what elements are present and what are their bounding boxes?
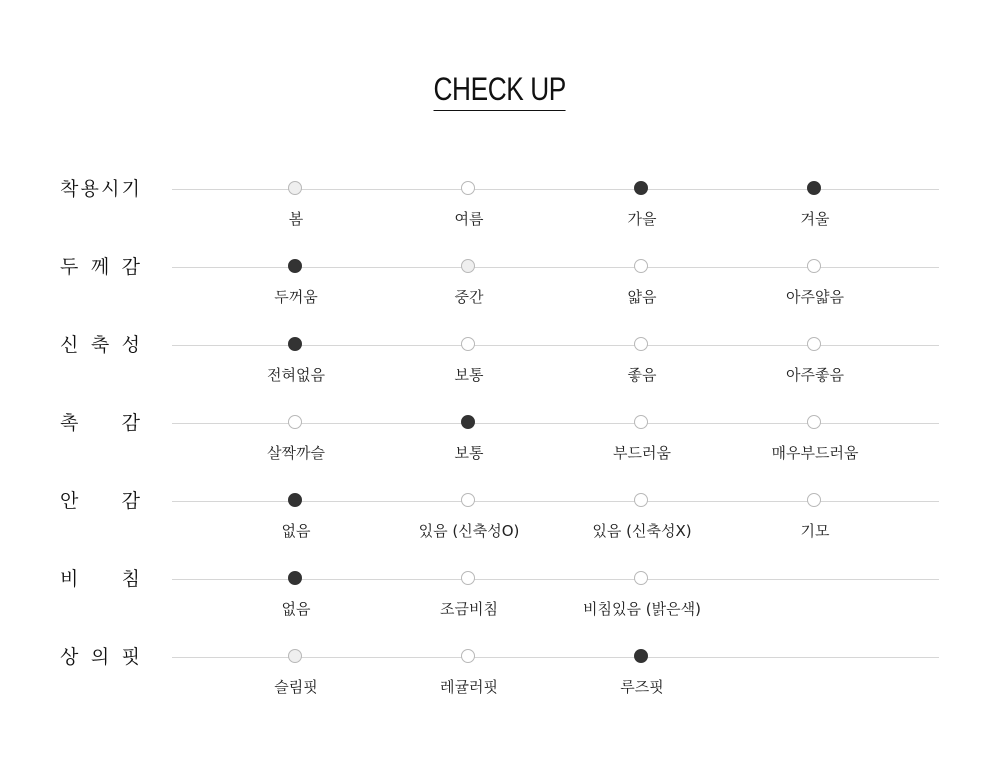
option-label: 없음 xyxy=(281,522,311,540)
row-label-char: 감 xyxy=(121,490,140,512)
option-label: 좋음 xyxy=(627,366,657,384)
option-label: 얇음 xyxy=(627,288,657,306)
option-label: 기모 xyxy=(800,522,830,540)
unselected-dot-icon xyxy=(807,493,821,507)
checkup-option xyxy=(725,501,905,551)
row-label-char: 감 xyxy=(121,412,140,434)
option-label: 보통 xyxy=(454,444,484,462)
checkup-option xyxy=(552,267,732,317)
checkup-option xyxy=(206,267,386,317)
checkup-row-transparency xyxy=(0,568,1000,639)
selected-dot-icon xyxy=(288,571,302,585)
row-label xyxy=(60,410,140,436)
row-label-char: 의 xyxy=(90,646,110,668)
option-label: 없음 xyxy=(281,600,311,618)
row-label-char: 침 xyxy=(121,568,140,590)
row-label-char: 두 xyxy=(60,256,79,278)
option-label: 매우부드러움 xyxy=(771,444,859,462)
row-label-char: 축 xyxy=(90,334,110,356)
selected-dot-icon xyxy=(288,493,302,507)
row-label xyxy=(60,644,140,670)
checkup-option xyxy=(725,345,905,395)
title-wrap xyxy=(0,70,1000,111)
row-label-char: 시 xyxy=(101,178,120,200)
page-title: CHECK UP xyxy=(434,70,566,111)
checkup-row-season xyxy=(0,178,1000,249)
row-label-char: 신 xyxy=(60,334,79,356)
option-label: 봄 xyxy=(288,210,304,228)
checkup-option xyxy=(206,657,386,707)
option-label: 아주좋음 xyxy=(786,366,844,384)
option-label: 슬림핏 xyxy=(274,678,318,696)
checkup-option xyxy=(552,501,732,551)
selected-dot-icon xyxy=(634,649,648,663)
unselected-dot-icon xyxy=(807,259,821,273)
unselected-dot-icon xyxy=(461,259,475,273)
option-label: 겨울 xyxy=(800,210,830,228)
checkup-row-elasticity xyxy=(0,334,1000,405)
unselected-dot-icon xyxy=(634,415,648,429)
unselected-dot-icon xyxy=(461,337,475,351)
unselected-dot-icon xyxy=(288,415,302,429)
unselected-dot-icon xyxy=(634,571,648,585)
checkup-option xyxy=(379,423,559,473)
row-label-char: 촉 xyxy=(60,412,79,434)
selected-dot-icon xyxy=(288,337,302,351)
option-label: 루즈핏 xyxy=(620,678,664,696)
checkup-row-thickness xyxy=(0,256,1000,327)
selected-dot-icon xyxy=(807,181,821,195)
unselected-dot-icon xyxy=(288,649,302,663)
checkup-option xyxy=(725,423,905,473)
unselected-dot-icon xyxy=(461,493,475,507)
checkup-option xyxy=(379,267,559,317)
option-label: 살짝까슬 xyxy=(267,444,325,462)
unselected-dot-icon xyxy=(807,337,821,351)
row-label xyxy=(60,488,140,514)
checkup-option xyxy=(552,579,732,629)
unselected-dot-icon xyxy=(288,181,302,195)
checkup-option xyxy=(206,579,386,629)
selected-dot-icon xyxy=(288,259,302,273)
row-label xyxy=(60,176,140,202)
checkup-option xyxy=(379,579,559,629)
checkup-option xyxy=(379,189,559,239)
option-label: 가을 xyxy=(627,210,657,228)
unselected-dot-icon xyxy=(461,571,475,585)
option-label: 비침있음 (밝은색) xyxy=(583,600,701,618)
checkup-option xyxy=(379,501,559,551)
checkup-option xyxy=(379,345,559,395)
unselected-dot-icon xyxy=(461,181,475,195)
option-label: 부드러움 xyxy=(613,444,671,462)
checkup-row-fit xyxy=(0,646,1000,717)
row-label-char: 착 xyxy=(60,178,79,200)
checkup-option xyxy=(725,267,905,317)
option-label: 중간 xyxy=(454,288,484,306)
unselected-dot-icon xyxy=(634,337,648,351)
option-label: 보통 xyxy=(454,366,484,384)
unselected-dot-icon xyxy=(461,649,475,663)
option-label: 있음 (신축성O) xyxy=(418,522,520,540)
checkup-option xyxy=(206,345,386,395)
row-label-char: 용 xyxy=(80,178,99,200)
row-label-char: 안 xyxy=(60,490,79,512)
unselected-dot-icon xyxy=(634,259,648,273)
row-label-char: 비 xyxy=(60,568,79,590)
option-label: 레귤러핏 xyxy=(440,678,498,696)
row-label-char: 핏 xyxy=(121,646,140,668)
option-label: 조금비침 xyxy=(440,600,498,618)
unselected-dot-icon xyxy=(807,415,821,429)
checkup-option xyxy=(379,657,559,707)
row-label-char: 기 xyxy=(121,178,140,200)
option-label: 여름 xyxy=(454,210,484,228)
option-label: 두꺼움 xyxy=(274,288,318,306)
option-label: 전혀없음 xyxy=(267,366,325,384)
selected-dot-icon xyxy=(634,181,648,195)
row-label xyxy=(60,332,140,358)
option-label: 있음 (신축성X) xyxy=(592,522,692,540)
option-label: 아주얇음 xyxy=(786,288,844,306)
checkup-option xyxy=(206,423,386,473)
selected-dot-icon xyxy=(461,415,475,429)
checkup-option xyxy=(552,345,732,395)
checkup-option xyxy=(552,423,732,473)
row-label-char: 감 xyxy=(121,256,140,278)
checkup-option xyxy=(206,501,386,551)
checkup-option xyxy=(552,657,732,707)
checkup-option xyxy=(206,189,386,239)
row-label-char: 께 xyxy=(90,256,110,278)
row-label xyxy=(60,254,140,280)
checkup-row-lining xyxy=(0,490,1000,561)
row-label-char: 성 xyxy=(121,334,140,356)
row-label-char: 상 xyxy=(60,646,79,668)
checkup-option xyxy=(552,189,732,239)
unselected-dot-icon xyxy=(634,493,648,507)
checkup-row-texture xyxy=(0,412,1000,483)
row-label xyxy=(60,566,140,592)
checkup-option xyxy=(725,189,905,239)
